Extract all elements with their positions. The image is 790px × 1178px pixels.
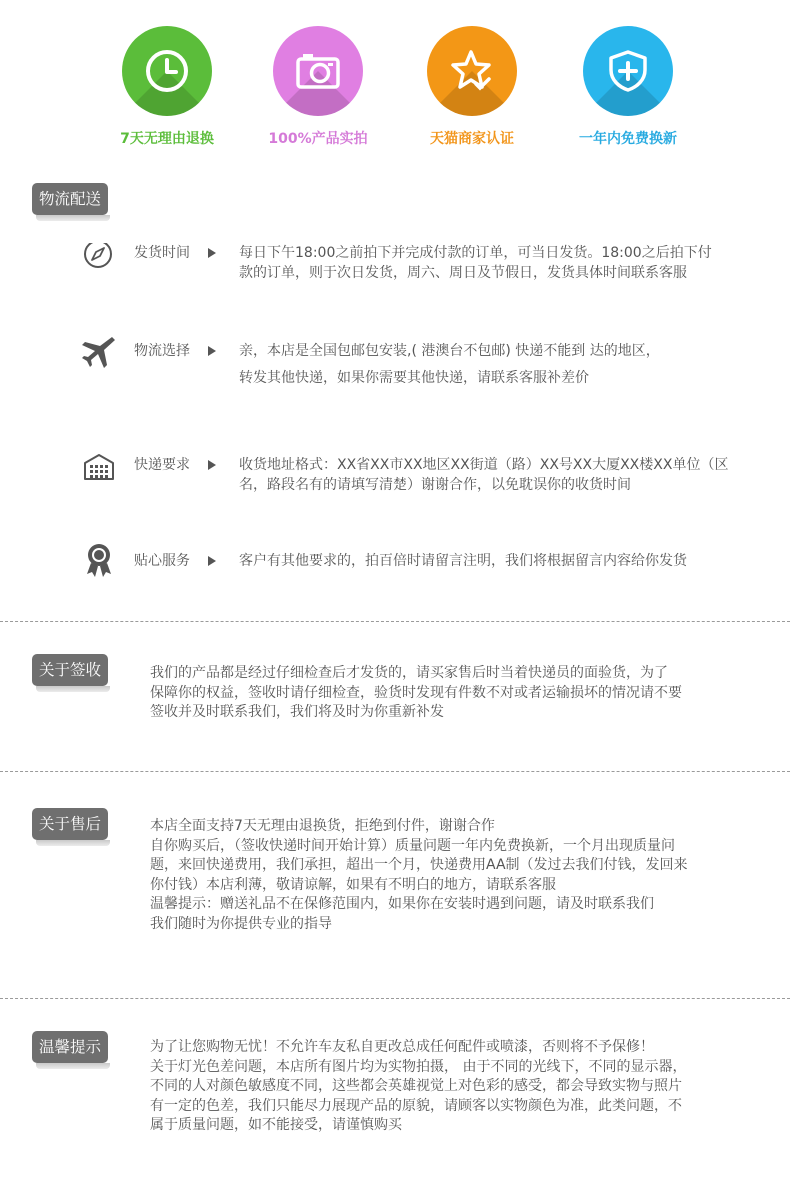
- row-label: 发货时间: [134, 245, 190, 261]
- badge-warranty: [548, 26, 708, 148]
- section-tag-logistics: 物流配送: [32, 183, 108, 215]
- badge-circle: [122, 26, 212, 116]
- shield-plus-icon: [605, 48, 651, 94]
- clock-icon: [144, 48, 190, 94]
- row-text: 收货地址格式：XX省XX市XX地区XX街道（路）XX号XX大厦XX楼XX单位（区 名，路段名有的请填写清楚）谢谢合作，以免耽误你的收货时间: [239, 457, 729, 493]
- arrow-right-icon: [208, 460, 216, 470]
- camera-icon: [295, 48, 341, 94]
- aftersale-text: 本店全面支持7天无理由退换货，拒绝到付件，谢谢合作 自你购买后，（签收快递时间开始计算）质量问题一年内免费换新，一个月出现质量问 题，来回快递费用，我们承担，超出一个月，快递费用AA制（发过去我们付钱，发回来 你付钱）本店利薄，敬请谅解，如果有不明白的地方，请联系客服 温馨提示：赠送礼品不在保修范围内，如果你在安装时遇到问题，请及时联系我们 我们随时为你提供专业的指导: [150, 818, 688, 932]
- row-text: 客户有其他要求的，拍百倍时请留言注明，我们将根据留言内容给你发货: [239, 553, 687, 569]
- building-icon: [82, 453, 116, 487]
- row-label: 贴心服务: [134, 553, 190, 569]
- badge-photo: [238, 26, 398, 148]
- badge-label: 100%产品实拍: [268, 131, 368, 147]
- badge-label: 一年内免费换新: [579, 131, 677, 147]
- badge-circle: [427, 26, 517, 116]
- badge-circle: [273, 26, 363, 116]
- row-label: 物流选择: [134, 343, 190, 359]
- compass-icon: [82, 243, 116, 277]
- row-text: 每日下午18:00之前拍下并完成付款的订单，可当日发货。18:00之后拍下付 款的订单，则于次日发货，周六、周日及节假日，发货具体时间联系客服: [239, 245, 712, 281]
- badge-tmall: [392, 26, 552, 148]
- badge-circle: [583, 26, 673, 116]
- section-tag-aftersale: 关于售后: [32, 808, 108, 840]
- badge-return: [87, 26, 247, 148]
- star-check-icon: [449, 48, 495, 94]
- row-text: 亲，本店是全国包邮包安装,( 港澳台不包邮) 快递不能到 达的地区， 转发其他快递，如果你需要其他快递，请联系客服补差价: [239, 343, 660, 386]
- section-divider: [0, 771, 790, 772]
- tips-text: 为了让您购物无忧！不允许车友私自更改总成任何配件或喷漆，否则将不予保修！ 关于灯光色差问题，本店所有图片均为实物拍摄， 由于不同的光线下，不同的显示器， 不同的人对颜色敏感度不同，这些都会英雄视觉上对色彩的感受，都会导致实物与照片 有一定的色差，我们只能尽力展现产品的原貌，请顾客以实物颜色为准，此类问题，不 属于质量问题，如不能接受，请谨慎购买: [150, 1039, 687, 1133]
- badge-label: 7天无理由退换: [120, 131, 214, 147]
- section-divider: [0, 621, 790, 622]
- arrow-right-icon: [208, 346, 216, 356]
- section-tag-sign: 关于签收: [32, 654, 108, 686]
- airplane-icon: [82, 335, 116, 369]
- sign-text: 我们的产品都是经过仔细检查后才发货的，请买家售后时当着快递员的面验货，为了 保障你的权益，签收时请仔细检查，验货时发现有件数不对或者运输损坏的情况请不要 签收并及时联系我们，我们将及时为你重新补发: [150, 665, 682, 720]
- row-label: 快递要求: [134, 457, 190, 473]
- award-ribbon-icon: [82, 543, 116, 577]
- section-divider: [0, 998, 790, 999]
- badge-label: 天猫商家认证: [430, 131, 514, 147]
- arrow-right-icon: [208, 556, 216, 566]
- arrow-right-icon: [208, 248, 216, 258]
- section-tag-tips: 温馨提示: [32, 1031, 108, 1063]
